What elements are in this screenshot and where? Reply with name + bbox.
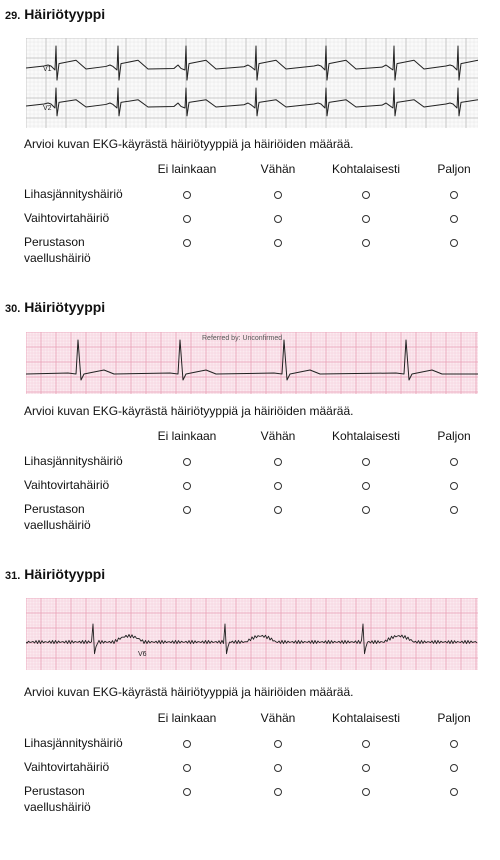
radio-option[interactable] — [450, 482, 458, 490]
column-header: Kohtalaisesti — [331, 711, 401, 725]
row-label: Vaihtovirtahäiriö — [24, 211, 110, 225]
column-header: Vähän — [260, 162, 296, 176]
radio-option[interactable] — [274, 482, 282, 490]
radio-option[interactable] — [362, 191, 370, 199]
question-title-text: Häiriötyyppi — [24, 566, 106, 582]
radio-option[interactable] — [274, 239, 282, 247]
radio-option[interactable] — [362, 740, 370, 748]
lead-label: V2 — [43, 105, 52, 112]
column-header: Vähän — [260, 429, 296, 443]
radio-option[interactable] — [362, 482, 370, 490]
instruction-text: Arvioi kuvan EKG-käyrästä häiriötyyppiä ja häiriöiden määrää. — [24, 137, 354, 151]
radio-option[interactable] — [274, 215, 282, 223]
radio-option[interactable] — [183, 191, 191, 199]
ekg-image — [26, 38, 478, 128]
column-header: Ei lainkaan — [157, 711, 217, 725]
row-label: Lihasjännityshäiriö — [24, 187, 123, 201]
row-label: Perustason vaellushäiriö — [24, 235, 91, 265]
row-label: Vaihtovirtahäiriö — [24, 478, 110, 492]
lead-label: V6 — [138, 651, 147, 658]
radio-option[interactable] — [183, 740, 191, 748]
column-header: Ei lainkaan — [157, 429, 217, 443]
radio-option[interactable] — [274, 458, 282, 466]
row-label: Perustason vaellushäiriö — [24, 502, 91, 532]
radio-option[interactable] — [450, 764, 458, 772]
radio-option[interactable] — [183, 764, 191, 772]
radio-option[interactable] — [362, 215, 370, 223]
radio-option[interactable] — [183, 215, 191, 223]
question-29 — [0, 6, 500, 270]
question-number: 29. — [5, 10, 21, 22]
row-label: Lihasjännityshäiriö — [24, 736, 123, 750]
column-header: Ei lainkaan — [157, 162, 217, 176]
ekg-strip-v1-v2 — [26, 38, 478, 128]
ekg-image — [26, 598, 478, 670]
radio-option[interactable] — [274, 764, 282, 772]
instruction-text: Arvioi kuvan EKG-käyrästä häiriötyyppiä ja häiriöiden määrää. — [24, 685, 354, 699]
column-header: Paljon — [437, 429, 471, 443]
radio-option[interactable] — [450, 239, 458, 247]
ekg-image — [26, 332, 478, 394]
radio-option[interactable] — [362, 506, 370, 514]
radio-option[interactable] — [183, 482, 191, 490]
radio-option[interactable] — [362, 458, 370, 466]
question-title-text: Häiriötyyppi — [24, 6, 106, 22]
question-31 — [0, 566, 500, 826]
instruction-text: Arvioi kuvan EKG-käyrästä häiriötyyppiä ja häiriöiden määrää. — [24, 404, 354, 418]
question-number: 31. — [5, 570, 21, 582]
radio-option[interactable] — [362, 788, 370, 796]
row-label: Lihasjännityshäiriö — [24, 454, 123, 468]
radio-option[interactable] — [183, 788, 191, 796]
radio-option[interactable] — [274, 740, 282, 748]
radio-option[interactable] — [183, 506, 191, 514]
question-title — [5, 6, 105, 22]
radio-option[interactable] — [450, 458, 458, 466]
column-header: Paljon — [437, 711, 471, 725]
radio-option[interactable] — [450, 215, 458, 223]
column-header: Paljon — [437, 162, 471, 176]
radio-option[interactable] — [450, 740, 458, 748]
row-label: Perustason vaellushäiriö — [24, 784, 91, 814]
column-header: Vähän — [260, 711, 296, 725]
radio-option[interactable] — [183, 239, 191, 247]
radio-option[interactable] — [450, 788, 458, 796]
radio-option[interactable] — [362, 239, 370, 247]
column-header: Kohtalaisesti — [331, 162, 401, 176]
question-title — [5, 566, 105, 582]
radio-option[interactable] — [362, 764, 370, 772]
row-label: Vaihtovirtahäiriö — [24, 760, 110, 774]
column-header: Kohtalaisesti — [331, 429, 401, 443]
question-title — [5, 299, 105, 315]
question-30 — [0, 299, 500, 544]
radio-option[interactable] — [450, 191, 458, 199]
radio-option[interactable] — [274, 788, 282, 796]
ekg-strip-pink — [26, 332, 478, 394]
radio-option[interactable] — [450, 506, 458, 514]
strip-header-text: Referred by: Unconfirmed — [202, 335, 283, 342]
radio-option[interactable] — [274, 506, 282, 514]
question-title-text: Häiriötyyppi — [24, 299, 106, 315]
radio-option[interactable] — [274, 191, 282, 199]
question-number: 30. — [5, 303, 21, 315]
lead-label: V1 — [43, 66, 52, 73]
radio-option[interactable] — [183, 458, 191, 466]
ekg-strip-v6 — [26, 598, 478, 670]
